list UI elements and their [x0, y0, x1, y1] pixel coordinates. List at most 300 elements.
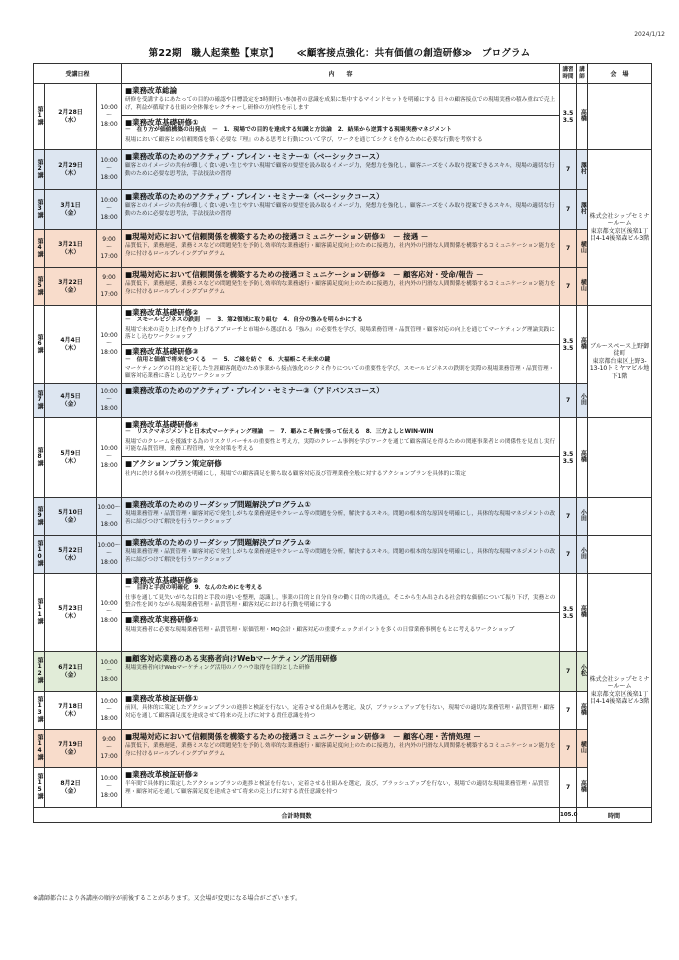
time-cell: [97, 268, 122, 306]
lecture-number-text: 第4講: [36, 237, 44, 257]
start-time: 9:00: [102, 736, 116, 744]
end-time: 17:00: [100, 752, 118, 760]
title-sub: ≪顧客接点強化：共有価値の創造研修≫ プログラム: [296, 48, 531, 59]
hours-value: 7: [565, 245, 571, 252]
weekday-text: （木）: [61, 612, 80, 620]
end-time: 18:00: [100, 173, 118, 181]
hours-cell: [560, 692, 577, 730]
time-separator: ～: [106, 667, 113, 675]
lecture-number: [34, 306, 45, 384]
content-block: [125, 576, 556, 609]
instructor-cell: [577, 306, 588, 384]
time-cell: [97, 230, 122, 268]
instructor-name: 高橋: [579, 605, 587, 618]
start-time: 10:00: [100, 197, 118, 205]
weekday-text: （水）: [61, 116, 80, 124]
date-text: 4月4日: [60, 336, 81, 344]
total-unit: 時間: [577, 808, 652, 823]
session-title: ■業務改革基礎研修④: [125, 420, 199, 429]
session-title: ■現場対応において信頼関係を構築するための接遇コミュニケーション研修② － 顧客応対・受命/報告 －: [125, 270, 484, 279]
lecture-number: [34, 730, 45, 768]
session-subtitle: － 在り方が価値構築の出発点 － 1．現場での目的を達成する知識と方法論 2．結果から逆算する現場実務マネジメント: [125, 127, 452, 134]
session-title: ■業務改革検証研修②: [125, 770, 199, 779]
end-time: 18:00: [100, 675, 118, 683]
session-description: 顧客とのイメージの共有が難しく食い違い生じやすい現場で顧客の要望を汲み取るイメージ力，発想力を強化し，顧客ニーズをくみ取り提案できるスキル，現場の適切な行動のために必要な思考法，手法技法の習得: [125, 163, 555, 177]
end-time: 18:00: [100, 791, 118, 799]
date-cell: [45, 730, 97, 768]
weekday-text: （金）: [61, 209, 80, 217]
venue-cell-empty: [588, 536, 652, 574]
weekday-text: （金）: [61, 787, 80, 795]
end-time: 18:00: [100, 213, 118, 221]
content-cell: [122, 306, 560, 384]
date-text: 3月21日: [58, 240, 83, 248]
schedule-table: [33, 63, 652, 823]
content-block: [125, 654, 556, 673]
session-title: ■業務改革のためのアクティブ・ブレイン・セミナー③（アドバンスコース）: [125, 386, 384, 395]
end-time: 18:00: [100, 714, 118, 722]
instructor-cell: [577, 190, 588, 230]
instructor-cell: [577, 536, 588, 574]
date-text: 3月22日: [58, 278, 83, 286]
session-title: ■顧客対応業務のある実務者向けWebマーケティング活用研修: [125, 654, 338, 663]
session-description: 前回，具体的に策定したアクションプランの進捗と検証を行ない，定着させる仕組みを選定，及び，ブラッシュアップを行ない，現場での適切な業務管理・品質管理・顧客対応を通して顧客満足度を達成させて将来の売上げに対する責任意識を持つ: [125, 705, 555, 719]
time-cell: [97, 652, 122, 692]
schedule-body: [34, 84, 652, 808]
hours-value: 3.5: [562, 344, 574, 352]
session-title: ■現場対応において信頼関係を構築するための接遇コミュニケーション研修③ － 顧客心理・苦情処理 －: [125, 732, 481, 741]
instructor-name: 横山: [579, 279, 587, 292]
session-subtitle: － スモールビジネスの鉄則 － 3．第2領域に取り組む 4．自分の強みを明らかにする: [125, 317, 363, 324]
hours-cell: [560, 268, 577, 306]
instructor-cell: [577, 652, 588, 692]
content-cell: [122, 536, 560, 574]
time-separator: ～: [106, 112, 113, 120]
content-cell: [122, 418, 560, 498]
instructor-cell: [577, 84, 588, 150]
time-separator: ～: [106, 550, 113, 558]
start-time: 10:00: [100, 332, 118, 340]
hours-cell: [560, 652, 577, 692]
date-text: 7月19日: [58, 740, 83, 748]
instructor-name: 小田: [579, 509, 587, 522]
header-content: 内 容: [122, 64, 560, 84]
instructor-name: 高橋: [579, 703, 587, 716]
content-block: [122, 344, 559, 380]
start-time: 10:00: [100, 388, 118, 396]
date-cell: [45, 230, 97, 268]
hours-value: 3.5: [562, 109, 574, 117]
start-time: 10:00: [100, 659, 118, 667]
date-cell: [45, 536, 97, 574]
hours-value: 7: [565, 551, 571, 558]
date-cell: [45, 84, 97, 150]
instructor-name: 高橋: [579, 337, 587, 350]
weekday-text: （木）: [61, 457, 80, 465]
date-cell: [45, 692, 97, 730]
date-cell: [45, 190, 97, 230]
instructor-name: 横山: [579, 241, 587, 254]
instructor-name: 小田: [579, 393, 587, 406]
session-title: ■業務改革実務研修①: [125, 615, 199, 625]
schedule-row: [34, 384, 652, 418]
hours-cell: [560, 418, 577, 498]
schedule-row: [34, 268, 652, 306]
lecture-number-text: 第5講: [36, 275, 44, 295]
time-cell: [97, 150, 122, 190]
instructor-name: 澤村: [579, 162, 587, 175]
session-description: 研修を受講するにあたっての目的の確認や目標設定を3時間行い参加者の意識を成果に集中するマインドセットを明確にする 日々の顧客接点での現場実務の積み重ねで売上げ，利益が循環する仕組の全体像をレクチャーし研修の方向性を示します: [125, 97, 556, 111]
content-cell: [122, 268, 560, 306]
session-subtitle: － 信用と価値で将来をつくる － 5．ご縁を紡ぐ 6．大福帳こそ未来の鍵: [125, 356, 331, 363]
hours-value: 3.5: [562, 605, 574, 613]
hours-cell: [560, 768, 577, 808]
weekday-text: （金）: [61, 671, 80, 679]
hours-value: 3.5: [562, 457, 574, 465]
start-time: 10:00～: [97, 542, 121, 550]
hours-value: 7: [565, 668, 571, 675]
end-time: 18:00: [100, 461, 118, 469]
start-time: 10:00: [100, 157, 118, 165]
weekday-text: （木）: [61, 169, 80, 177]
hours-value: 7: [565, 707, 571, 714]
lecture-number: [34, 150, 45, 190]
session-title: ■業務改革基礎研修③: [125, 347, 199, 357]
end-time: 17:00: [100, 252, 118, 260]
venue-cell-empty: [588, 84, 652, 150]
content-cell: [122, 574, 560, 652]
hours-value: 7: [565, 206, 571, 213]
end-time: 18:00: [100, 520, 118, 528]
date-cell: [45, 268, 97, 306]
session-subtitle: － リスクマネジメントと日本式マーケティング理論 － 7．覇みこそ胸を張って伝える 8．三方よしとWIN-WIN: [125, 429, 434, 436]
session-title: ■業務改革基礎研修②: [125, 308, 199, 317]
hours-cell: [560, 730, 577, 768]
schedule-row: [34, 306, 652, 384]
instructor-name: 澤村: [579, 202, 587, 215]
end-time: 18:00: [100, 558, 118, 566]
hours-cell: [560, 306, 577, 384]
time-separator: ～: [106, 783, 113, 791]
weekday-text: （金）: [61, 748, 80, 756]
lecture-number-text: 第13講: [36, 696, 44, 723]
end-time: 18:00: [100, 120, 118, 128]
content-block: [122, 456, 559, 478]
instructor-name: 高橋: [579, 450, 587, 463]
lecture-number: [34, 230, 45, 268]
content-block: [122, 115, 559, 144]
date-text: 3月1日: [60, 201, 81, 209]
instructor-cell: [577, 418, 588, 498]
lecture-number-text: 第12講: [36, 657, 44, 684]
hours-value: 7: [565, 283, 571, 290]
content-block: [125, 694, 556, 720]
session-title: ■業務改革総論: [125, 86, 178, 95]
instructor-cell: [577, 498, 588, 536]
content-block: [125, 232, 556, 258]
session-description: 品質低下，業務遅延，業務ミスなどの問題発生を予防し効率的な業務遂行・顧客満足度向上のために接遇力，社内外の円滑な人間関係を構築するコミュニケーション能力を身に付けるロールプレイングプログラム: [125, 243, 556, 257]
start-time: 10:00: [100, 445, 118, 453]
hours-value: 3.5: [562, 116, 574, 124]
lecture-number: [34, 498, 45, 536]
instructor-name: 小田: [579, 547, 587, 560]
instructor-cell: [577, 768, 588, 808]
session-subtitle: － 目的と手段の明確化 9．なんのためにを考える: [125, 585, 263, 592]
date-text: 2月29日: [58, 161, 83, 169]
content-cell: [122, 652, 560, 692]
time-cell: [97, 498, 122, 536]
content-block: [125, 192, 556, 218]
session-description: マーケティングの目的と定着した生涯顧客創造のため事業から接点強化のシクミ作りについての重要性を学び，スモールビジネスの鉄則を実際の現場業務管理・品質管理・顧客対応業務に落とし込むワークショップ: [125, 365, 555, 380]
content-cell: [122, 150, 560, 190]
date-text: 5月23日: [58, 604, 83, 612]
lecture-number-text: 第11講: [36, 598, 44, 625]
total-value: 105.0: [560, 808, 577, 823]
start-time: 10:00: [100, 104, 118, 112]
content-block: [125, 538, 556, 564]
weekday-text: （木）: [61, 344, 80, 352]
header-hours: 講習時間: [560, 64, 577, 84]
date-cell: [45, 306, 97, 384]
session-description: 現場において顧客との信頼関係を築く必要な『理』のある思考と行動について学び，ワークを通じてシクミを作るために必要な行動を考察する: [125, 136, 483, 143]
lecture-number-text: 第10講: [36, 540, 44, 567]
session-description: 顧客とのイメージの共有が難しく食い違い生じやすい現場で顧客の要望を汲み取るイメージ力，発想力を強化し，顧客ニーズをくみ取り提案できるスキル，現場の適切な行動のために必要な思考法，手法技法の習得: [125, 203, 555, 217]
hours-cell: [560, 190, 577, 230]
lecture-number-text: 第1講: [36, 105, 44, 125]
hours-cell: [560, 150, 577, 190]
hours-value: 3.5: [562, 450, 574, 458]
end-time: 17:00: [100, 290, 118, 298]
date-cell: [45, 384, 97, 418]
instructor-name: 高橋: [579, 109, 587, 122]
date-text: 7月18日: [58, 702, 83, 710]
time-cell: [97, 190, 122, 230]
lecture-number-text: 第8講: [36, 446, 44, 466]
content-block: [125, 386, 556, 395]
date-cell: [45, 768, 97, 808]
lecture-number: [34, 418, 45, 498]
footnote: ※講師都合により各講座の順序が前後することがあります。又会場が変更になる場合がございます。: [33, 895, 302, 902]
lecture-number: [34, 190, 45, 230]
instructor-name: 小松: [579, 664, 587, 677]
schedule-row: [34, 150, 652, 190]
instructor-cell: [577, 150, 588, 190]
schedule-row: [34, 652, 652, 692]
hours-cell: [560, 384, 577, 418]
time-separator: ～: [106, 165, 113, 173]
hours-value: 7: [565, 784, 571, 791]
time-separator: ～: [106, 282, 113, 290]
venue-cell: 株式会社シップセミナールーム 東京都文京区後楽1丁目4-14後楽森ビル3階: [588, 150, 652, 306]
hours-value: 7: [565, 513, 571, 520]
time-cell: [97, 384, 122, 418]
lecture-number: [34, 574, 45, 652]
schedule-row: [34, 230, 652, 268]
session-title: ■業務改革基礎研修⑤: [125, 576, 199, 585]
content-block: [125, 732, 556, 758]
start-time: 10:00: [100, 600, 118, 608]
lecture-number-text: 第14講: [36, 734, 44, 761]
session-description: 仕事を通して見失いがちな目的と手段の違いを整理，認識し，事業の目的と自分自身の働く目的の共通点，そこから生み出される社会的な価値について振り下げ，実務との整合性を図りながら現場業務管理・品質管理・顧客対応における行動を明確にする: [125, 594, 556, 608]
schedule-row: [34, 190, 652, 230]
venue-cell: ブルースペース上野御徒町 東京都台東区上野3-13-10トミヤマビル地下1階: [588, 306, 652, 418]
schedule-row: [34, 498, 652, 536]
start-time: 10:00: [100, 775, 118, 783]
session-title: ■業務改革基礎研修①: [125, 117, 199, 127]
hours-value: 3.5: [562, 337, 574, 345]
session-description: 現場業務管理・品質管理・顧客対応で発生しがちな業務遅延やクレーム等の問題を分析，解決するスキル。問題の根本的な原因を明確にし，具体的な現場マネジメントの改善に結びつけて解決を行うワークショップ: [125, 549, 556, 563]
hours-cell: [560, 84, 577, 150]
time-cell: [97, 84, 122, 150]
lecture-number-text: 第7講: [36, 389, 44, 409]
time-cell: [97, 692, 122, 730]
content-block: [122, 612, 559, 634]
content-block: [125, 770, 556, 796]
session-title: ■現場対応において信頼関係を構築するための接遇コミュニケーション研修① － 接遇 －: [125, 232, 429, 241]
total-label: 合計時間数: [34, 808, 560, 823]
session-title: ■業務改革のためのリーダシップ問題解決プログラム①: [125, 500, 311, 509]
lecture-number-text: 第15講: [36, 773, 44, 800]
schedule-row: [34, 84, 652, 150]
content-block: [125, 500, 556, 526]
date-text: 2月28日: [58, 108, 83, 116]
session-title: ■業務改革のためのリーダシップ問題解決プログラム②: [125, 538, 311, 547]
schedule-row: [34, 768, 652, 808]
start-time: 10:00: [100, 698, 118, 706]
start-time: 10:00～: [97, 504, 121, 512]
date-text: 5月22日: [58, 546, 83, 554]
session-description: 品質低下，業務遅延，業務ミスなどの問題発生を予防し効率的な業務遂行・顧客満足度向上のために接遇力，社内外の円滑な人間関係を構築するコミュニケーション能力を身に付けるロールプレイングプログラム: [125, 743, 556, 757]
time-cell: [97, 418, 122, 498]
header-row: [34, 64, 652, 84]
schedule-row: [34, 418, 652, 498]
session-description: 社内に於ける個々の役割を明確にし，現場での顧客満足を勝ち取る顧客対応及び管理業務全般に対するアクションプランを具体的に策定: [125, 470, 466, 477]
page-title: [0, 45, 679, 59]
instructor-name: 高橋: [579, 780, 587, 793]
time-separator: ～: [106, 244, 113, 252]
content-block: [125, 420, 556, 453]
date-text: 4月5日: [60, 392, 81, 400]
lecture-number-text: 第2講: [36, 158, 44, 178]
hours-cell: [560, 574, 577, 652]
lecture-number: [34, 768, 45, 808]
time-cell: [97, 574, 122, 652]
time-separator: ～: [106, 396, 113, 404]
content-cell: [122, 768, 560, 808]
weekday-text: （木）: [61, 248, 80, 256]
end-time: 18:00: [100, 616, 118, 624]
instructor-cell: [577, 230, 588, 268]
weekday-text: （金）: [61, 286, 80, 294]
hours-cell: [560, 536, 577, 574]
total-row: [34, 808, 652, 823]
end-time: 18:00: [100, 348, 118, 356]
time-separator: ～: [106, 512, 113, 520]
lecture-number: [34, 84, 45, 150]
time-separator: ～: [106, 205, 113, 213]
title-main: 第22期 職人起業塾【東京】: [148, 48, 279, 59]
schedule-row: [34, 730, 652, 768]
instructor-cell: [577, 692, 588, 730]
date-text: 5月9日: [60, 449, 81, 457]
time-cell: [97, 730, 122, 768]
session-title: ■業務改革検証研修①: [125, 694, 199, 703]
header-instructor: 講師: [577, 64, 588, 84]
start-time: 9:00: [102, 274, 116, 282]
weekday-text: （金）: [61, 400, 80, 408]
lecture-number-text: 第6講: [36, 333, 44, 353]
venue-cell-empty: [588, 418, 652, 498]
content-cell: [122, 84, 560, 150]
time-separator: ～: [106, 706, 113, 714]
session-title: ■業務改革のためのアクティブ・ブレイン・セミナー②（ベーシックコース）: [125, 192, 384, 201]
session-description: 現場実務者に必要な現場業務管理・品質管理・原価管理・MQ会計・顧客対応の重要チェックポイントを多くの日常業務事例をもとに考えるワークショップ: [125, 626, 515, 633]
hours-value: 7: [565, 745, 571, 752]
lecture-number-text: 第9講: [36, 505, 44, 525]
time-cell: [97, 306, 122, 384]
lecture-number: [34, 268, 45, 306]
time-separator: ～: [106, 608, 113, 616]
instructor-cell: [577, 730, 588, 768]
content-block: [125, 308, 556, 341]
schedule-row: [34, 692, 652, 730]
content-cell: [122, 730, 560, 768]
start-time: 9:00: [102, 236, 116, 244]
lecture-number: [34, 536, 45, 574]
content-block: [125, 152, 556, 178]
header-date: 受講日程: [34, 64, 122, 84]
session-description: 半年間で具体的に策定したアクションプランの進捗と検証を行ない，定着させる仕組みを選定，及び，ブラッシュアップを行ない，現場での適切な現場業務管理・品質管理・顧客対応を通して顧客満足度を達成させて将来の売上げに対する責任意識を持つ: [125, 781, 550, 795]
date-cell: [45, 150, 97, 190]
session-description: 現場実務者向けWebマーケティング活用のノウハウ取得を目的とした研修: [125, 665, 310, 672]
date-text: 6月21日: [58, 663, 83, 671]
venue-cell-empty: [588, 498, 652, 536]
time-separator: ～: [106, 744, 113, 752]
end-time: 18:00: [100, 404, 118, 412]
content-cell: [122, 230, 560, 268]
session-description: 現場で未来の売り上げを作り上げるアプローチと市場から選ばれる『強み』の必要性を学び，現場業務管理・品質管理・顧客対応の向上を通じてマーケティング理論実践に落とし込むワークショップ: [125, 326, 555, 340]
date-text: 5月10日: [58, 508, 83, 516]
document-date: 2024/1/12: [634, 31, 665, 38]
instructor-cell: [577, 384, 588, 418]
weekday-text: （木）: [61, 710, 80, 718]
content-cell: [122, 692, 560, 730]
instructor-cell: [577, 268, 588, 306]
hours-value: 3.5: [562, 612, 574, 620]
schedule-row: [34, 536, 652, 574]
content-cell: [122, 384, 560, 418]
date-cell: [45, 498, 97, 536]
instructor-cell: [577, 574, 588, 652]
date-cell: [45, 574, 97, 652]
session-description: 品質低下，業務遅延，業務ミスなどの問題発生を予防し効率的な業務遂行・顧客満足度向上のために接遇力，社内外の円滑な人間関係を構築するコミュニケーション能力を身に付けるロールプレイングプログラム: [125, 281, 556, 295]
venue-cell: 株式会社シップセミナールーム 東京都文京区後楽1丁目4-14後楽森ビル3階: [588, 574, 652, 808]
hours-cell: [560, 230, 577, 268]
hours-cell: [560, 498, 577, 536]
session-description: 現場業務管理・品質管理・顧客対応で発生しがちな業務遅延やクレーム等の問題を分析，解決するスキル。問題の根本的な原因を明確にし，具体的な現場マネジメントの改善に結びつけて解決を行うワークショップ: [125, 511, 556, 525]
hours-value: 7: [565, 166, 571, 173]
lecture-number: [34, 692, 45, 730]
time-separator: ～: [106, 340, 113, 348]
date-text: 8月2日: [60, 779, 81, 787]
lecture-number: [34, 652, 45, 692]
instructor-name: 横山: [579, 741, 587, 754]
weekday-text: （水）: [61, 554, 80, 562]
session-description: 現場でのクレームを援滅する為のリスクリバーサルの重要性と考え方，実際のクレーム事例を学びワークを通じて顧客満足を得るための関連事業者との関係性を見直し実行可能な品質管理，業務工程管理，安全対策を考える: [125, 438, 556, 452]
lecture-number: [34, 384, 45, 418]
time-cell: [97, 768, 122, 808]
date-cell: [45, 418, 97, 498]
